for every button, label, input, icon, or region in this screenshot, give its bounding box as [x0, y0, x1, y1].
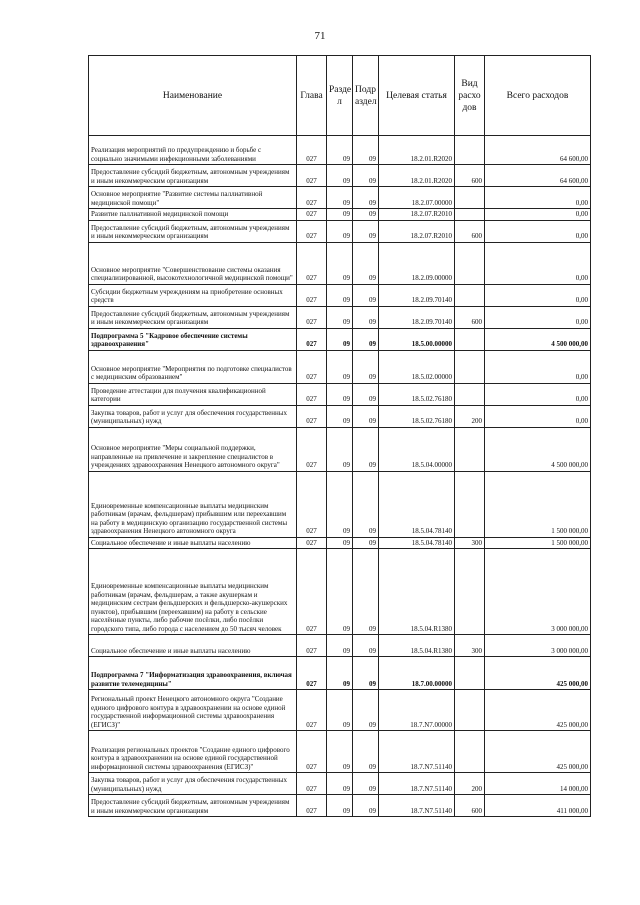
row-subsection: 09	[353, 350, 379, 383]
row-chapter: 027	[297, 165, 327, 187]
row-section: 09	[327, 187, 353, 209]
row-target: 18.5.02.76180	[379, 383, 455, 405]
row-section: 09	[327, 350, 353, 383]
header-target: Целевая статья	[379, 56, 455, 136]
row-section: 09	[327, 773, 353, 795]
row-chapter: 027	[297, 284, 327, 306]
row-section: 09	[327, 537, 353, 549]
table-row	[89, 242, 591, 284]
row-chapter: 027	[297, 795, 327, 817]
row-subsection: 09	[353, 242, 379, 284]
row-section: 09	[327, 795, 353, 817]
row-name: Основное мероприятие "Развитие системы паллиативной медицинской помощи"	[89, 187, 297, 209]
table-row	[89, 731, 591, 773]
row-total: 64 600,00	[485, 165, 591, 187]
row-chapter: 027	[297, 242, 327, 284]
row-section: 09	[327, 209, 353, 221]
budget-table	[88, 55, 591, 817]
row-subsection: 09	[353, 635, 379, 657]
header-name: Наименование	[89, 56, 297, 136]
row-name: Социальное обеспечение и иные выплаты населению	[89, 635, 297, 657]
row-subsection: 09	[353, 471, 379, 537]
row-total: 411 000,00	[485, 795, 591, 817]
table-row	[89, 136, 591, 165]
row-name: Региональный проект Ненецкого автономного округа "Создание единого цифрового контура в здравоохранении на основе единой государственной информационной системы здравоохранения (ЕГИСЗ)"	[89, 690, 297, 731]
row-section: 09	[327, 383, 353, 405]
row-subsection: 09	[353, 306, 379, 328]
row-expense-type: 600	[455, 306, 485, 328]
row-subsection: 09	[353, 284, 379, 306]
row-chapter: 027	[297, 537, 327, 549]
row-name: Предоставление субсидий бюджетным, автономным учреждениям и иным некоммерческим организациям	[89, 306, 297, 328]
row-section: 09	[327, 471, 353, 537]
row-subsection: 09	[353, 731, 379, 773]
table-row	[89, 549, 591, 635]
row-total: 0,00	[485, 187, 591, 209]
row-total: 0,00	[485, 350, 591, 383]
row-name: Основное мероприятие "Меры социальной поддержки, направленные на привлечение и закрепление специалистов в учреждениях здравоохранения Ненецкого автономного округа"	[89, 427, 297, 471]
row-name: Развитие паллиативной медицинской помощи	[89, 209, 297, 221]
row-total: 425 000,00	[485, 657, 591, 690]
row-expense-type: 200	[455, 405, 485, 427]
row-total: 0,00	[485, 209, 591, 221]
row-section: 09	[327, 427, 353, 471]
row-section: 09	[327, 306, 353, 328]
row-total: 64 600,00	[485, 136, 591, 165]
table-header-row	[89, 56, 591, 136]
row-name: Закупка товаров, работ и услуг для обеспечения государственных (муниципальных) нужд	[89, 773, 297, 795]
row-total: 0,00	[485, 242, 591, 284]
header-chapter: Глава	[297, 56, 327, 136]
row-target: 18.2.07.R2010	[379, 220, 455, 242]
row-chapter: 027	[297, 328, 327, 350]
row-expense-type	[455, 731, 485, 773]
row-section: 09	[327, 136, 353, 165]
row-target: 18.5.02.00000	[379, 350, 455, 383]
row-target: 18.2.07.R2010	[379, 209, 455, 221]
row-section: 09	[327, 405, 353, 427]
row-name: Предоставление субсидий бюджетным, автономным учреждениям и иным некоммерческим организациям	[89, 165, 297, 187]
row-target: 18.2.01.R2020	[379, 165, 455, 187]
row-expense-type: 300	[455, 537, 485, 549]
row-subsection: 09	[353, 773, 379, 795]
row-target: 18.7.N7.51140	[379, 795, 455, 817]
row-section: 09	[327, 657, 353, 690]
row-total: 0,00	[485, 284, 591, 306]
row-chapter: 027	[297, 427, 327, 471]
row-expense-type	[455, 427, 485, 471]
table-row	[89, 795, 591, 817]
row-name: Социальное обеспечение и иные выплаты населению	[89, 537, 297, 549]
row-expense-type	[455, 657, 485, 690]
table-row	[89, 328, 591, 350]
row-chapter: 027	[297, 405, 327, 427]
row-target: 18.5.04.78140	[379, 537, 455, 549]
row-section: 09	[327, 242, 353, 284]
row-target: 18.5.04.78140	[379, 471, 455, 537]
row-target: 18.5.02.76180	[379, 405, 455, 427]
row-total: 1 500 000,00	[485, 471, 591, 537]
row-name: Проведение аттестации для получения квалификационной категории	[89, 383, 297, 405]
row-target: 18.7.00.00000	[379, 657, 455, 690]
table-row	[89, 405, 591, 427]
row-subsection: 09	[353, 405, 379, 427]
header-section: Разде л	[327, 56, 353, 136]
row-total: 4 500 000,00	[485, 427, 591, 471]
row-chapter: 027	[297, 690, 327, 731]
row-chapter: 027	[297, 657, 327, 690]
row-name: Субсидии бюджетным учреждениям на приобретение основных средств	[89, 284, 297, 306]
page-number: 71	[314, 30, 326, 42]
row-chapter: 027	[297, 549, 327, 635]
row-name: Закупка товаров, работ и услуг для обеспечения государственных (муниципальных) нужд	[89, 405, 297, 427]
header-total: Всего расходов	[485, 56, 591, 136]
row-chapter: 027	[297, 383, 327, 405]
row-expense-type: 200	[455, 773, 485, 795]
row-name: Предоставление субсидий бюджетным, автономным учреждениям и иным некоммерческим организациям	[89, 795, 297, 817]
row-expense-type	[455, 242, 485, 284]
row-subsection: 09	[353, 136, 379, 165]
row-expense-type	[455, 383, 485, 405]
table-row	[89, 306, 591, 328]
row-name: Основное мероприятие "Мероприятия по подготовке специалистов с медицинским образованием"	[89, 350, 297, 383]
table-row	[89, 635, 591, 657]
row-total: 3 000 000,00	[485, 635, 591, 657]
table-row	[89, 209, 591, 221]
table-row	[89, 427, 591, 471]
row-subsection: 09	[353, 165, 379, 187]
row-target: 18.5.04.00000	[379, 427, 455, 471]
row-chapter: 027	[297, 731, 327, 773]
table-row	[89, 690, 591, 731]
row-expense-type: 600	[455, 165, 485, 187]
row-name: Единовременные компенсационные выплаты медицинским работникам (врачам, фельдшерам, а также акушеркам и медицинским сестрам фельдшерских и фельдшерско-акушерских пунктов), прибывшим (переехавшим) на работу в сельские населённые пункты, либо рабочие посёлки, либо посёлки городского типа, либо города с населением до 50 тысяч человек	[89, 549, 297, 635]
row-name: Предоставление субсидий бюджетным, автономным учреждениям и иным некоммерческим организациям	[89, 220, 297, 242]
row-section: 09	[327, 328, 353, 350]
table-row	[89, 284, 591, 306]
row-section: 09	[327, 165, 353, 187]
table-row	[89, 657, 591, 690]
row-section: 09	[327, 635, 353, 657]
row-section: 09	[327, 284, 353, 306]
row-subsection: 09	[353, 690, 379, 731]
row-expense-type: 600	[455, 795, 485, 817]
row-subsection: 09	[353, 795, 379, 817]
row-target: 18.2.07.00000	[379, 187, 455, 209]
row-target: 18.7.N7.51140	[379, 731, 455, 773]
row-subsection: 09	[353, 328, 379, 350]
row-target: 18.5.00.00000	[379, 328, 455, 350]
table-row	[89, 220, 591, 242]
table-row	[89, 383, 591, 405]
row-chapter: 027	[297, 773, 327, 795]
row-total: 4 500 000,00	[485, 328, 591, 350]
row-target: 18.7.N7.51140	[379, 773, 455, 795]
row-total: 0,00	[485, 306, 591, 328]
row-expense-type	[455, 136, 485, 165]
row-total: 0,00	[485, 405, 591, 427]
header-expense-type: Вид расхо дов	[455, 56, 485, 136]
row-target: 18.5.04.R1380	[379, 635, 455, 657]
row-chapter: 027	[297, 471, 327, 537]
row-expense-type	[455, 690, 485, 731]
row-expense-type: 600	[455, 220, 485, 242]
row-expense-type: 300	[455, 635, 485, 657]
table-row	[89, 773, 591, 795]
table-row	[89, 537, 591, 549]
row-name: Основное мероприятие "Совершенствование системы оказания специализированной, высокотехнологичной медицинской помощи"	[89, 242, 297, 284]
header-subsection: Подр аздел	[353, 56, 379, 136]
row-name: Единовременные компенсационные выплаты медицинским работникам (врачам, фельдшерам) прибывшим или переехавшим на работу в медицинскую организацию государственной системы здравоохранения Ненецкого автономного округа	[89, 471, 297, 537]
row-chapter: 027	[297, 306, 327, 328]
row-expense-type	[455, 284, 485, 306]
row-total: 0,00	[485, 383, 591, 405]
row-section: 09	[327, 731, 353, 773]
table-row	[89, 165, 591, 187]
row-name: Подпрограмма 5 "Кадровое обеспечение системы здравоохранения"	[89, 328, 297, 350]
row-subsection: 09	[353, 187, 379, 209]
table-row	[89, 471, 591, 537]
row-total: 3 000 000,00	[485, 549, 591, 635]
row-name: Подпрограмма 7 "Информатизация здравоохранения, включая развитие телемедицины"	[89, 657, 297, 690]
row-name: Реализация мероприятий по предупреждению и борьбе с социально значимыми инфекционными заболеваниями	[89, 136, 297, 165]
row-total: 425 000,00	[485, 731, 591, 773]
row-total: 1 500 000,00	[485, 537, 591, 549]
row-total: 425 000,00	[485, 690, 591, 731]
row-name: Реализация региональных проектов "Создание единого цифрового контура в здравоохранении на основе единой государственной информационной системы здравоохранения (ЕГИСЗ)"	[89, 731, 297, 773]
row-section: 09	[327, 220, 353, 242]
row-expense-type	[455, 471, 485, 537]
row-total: 0,00	[485, 220, 591, 242]
row-subsection: 09	[353, 427, 379, 471]
row-expense-type	[455, 209, 485, 221]
row-subsection: 09	[353, 209, 379, 221]
row-chapter: 027	[297, 136, 327, 165]
row-subsection: 09	[353, 657, 379, 690]
row-target: 18.2.09.70140	[379, 284, 455, 306]
row-expense-type	[455, 549, 485, 635]
row-chapter: 027	[297, 635, 327, 657]
row-target: 18.2.09.70140	[379, 306, 455, 328]
row-chapter: 027	[297, 187, 327, 209]
row-subsection: 09	[353, 549, 379, 635]
row-expense-type	[455, 187, 485, 209]
row-expense-type	[455, 328, 485, 350]
row-target: 18.7.N7.00000	[379, 690, 455, 731]
table-row	[89, 350, 591, 383]
row-chapter: 027	[297, 350, 327, 383]
row-total: 14 000,00	[485, 773, 591, 795]
row-target: 18.5.04.R1380	[379, 549, 455, 635]
row-subsection: 09	[353, 537, 379, 549]
row-target: 18.2.09.00000	[379, 242, 455, 284]
row-expense-type	[455, 350, 485, 383]
table-row	[89, 187, 591, 209]
row-target: 18.2.01.R2020	[379, 136, 455, 165]
row-section: 09	[327, 549, 353, 635]
row-subsection: 09	[353, 220, 379, 242]
row-subsection: 09	[353, 383, 379, 405]
row-section: 09	[327, 690, 353, 731]
row-chapter: 027	[297, 220, 327, 242]
row-chapter: 027	[297, 209, 327, 221]
